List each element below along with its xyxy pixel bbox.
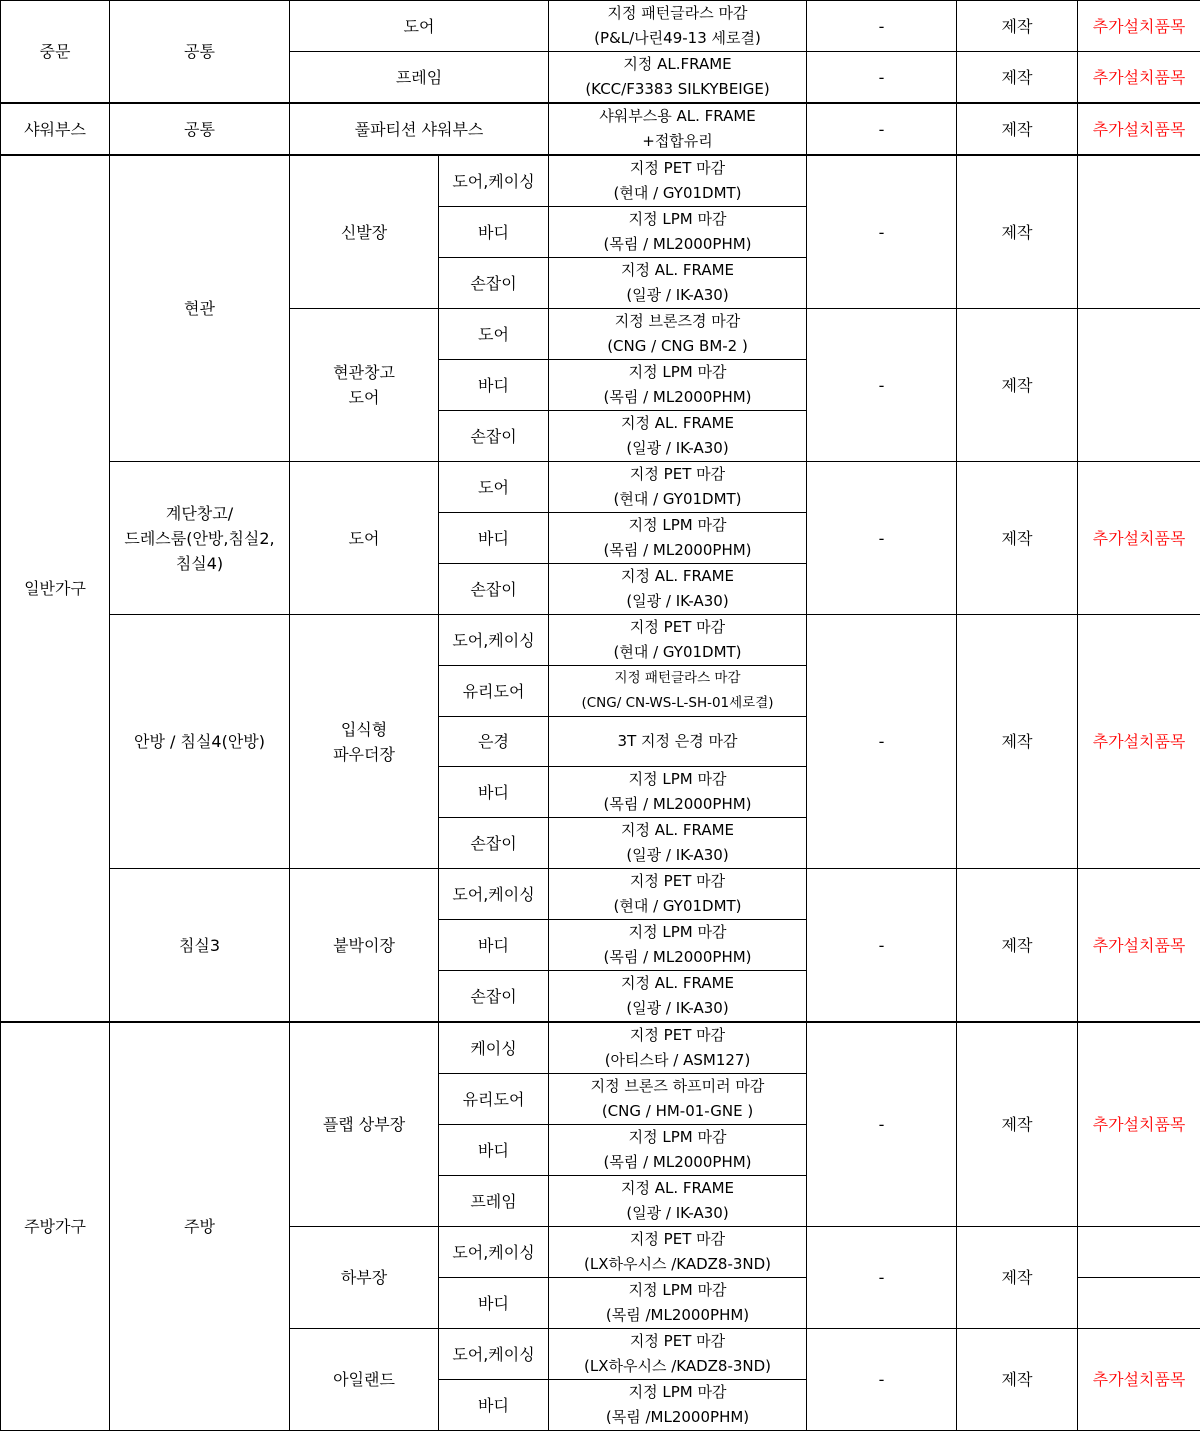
finish-cell: 지정 LPM 마감 (목림 / ML2000PHM) bbox=[549, 1125, 807, 1176]
part-cell: 바디 bbox=[439, 920, 549, 971]
type-cell: 제작 bbox=[957, 462, 1078, 615]
section-cell: 일반가구 bbox=[1, 155, 110, 1022]
part-cell: 바디 bbox=[439, 1125, 549, 1176]
finish-cell: 지정 PET 마감 (LX하우시스 /KADZ8-3ND) bbox=[549, 1227, 807, 1278]
item-cell: 신발장 bbox=[290, 155, 439, 309]
part-cell: 케이싱 bbox=[439, 1022, 549, 1074]
finish-cell: 지정 PET 마감 (현대 / GY01DMT) bbox=[549, 869, 807, 920]
part-cell: 바디 bbox=[439, 207, 549, 258]
part-cell: 도어,케이싱 bbox=[439, 869, 549, 920]
finish-cell: 지정 LPM 마감 (목림 / ML2000PHM) bbox=[549, 207, 807, 258]
spec-cell: - bbox=[807, 103, 957, 155]
spec-cell: - bbox=[807, 1329, 957, 1431]
note-cell: 추가설치품목 bbox=[1078, 103, 1200, 155]
note-cell: 추가설치품목 bbox=[1078, 869, 1200, 1023]
item-cell: 프레임 bbox=[290, 52, 549, 104]
type-cell: 제작 bbox=[957, 869, 1078, 1023]
section-cell: 주방가구 bbox=[1, 1022, 110, 1431]
finish-cell: 지정 LPM 마감 (목림 / ML2000PHM) bbox=[549, 513, 807, 564]
note-cell: 추가설치품목 bbox=[1078, 1329, 1200, 1431]
part-cell: 바디 bbox=[439, 1380, 549, 1431]
type-cell: 제작 bbox=[957, 1022, 1078, 1227]
space-cell: 현관 bbox=[110, 155, 290, 462]
part-cell: 바디 bbox=[439, 360, 549, 411]
finish-cell: 지정 AL. FRAME (일광 / IK-A30) bbox=[549, 564, 807, 615]
spec-cell: - bbox=[807, 1227, 957, 1329]
table-row bbox=[1, 155, 1200, 207]
finish-cell: 지정 AL. FRAME (일광 / IK-A30) bbox=[549, 971, 807, 1023]
finish-cell: 지정 LPM 마감 (목림 / ML2000PHM) bbox=[549, 767, 807, 818]
type-cell: 제작 bbox=[957, 309, 1078, 462]
spec-cell: - bbox=[807, 462, 957, 615]
part-cell: 바디 bbox=[439, 767, 549, 818]
note-cell bbox=[1078, 155, 1200, 309]
finish-cell: 지정 LPM 마감 (목림 / ML2000PHM) bbox=[549, 920, 807, 971]
finish-cell: 지정 AL.FRAME (KCC/F3383 SILKYBEIGE) bbox=[549, 52, 807, 104]
part-cell: 손잡이 bbox=[439, 411, 549, 462]
space-cell: 계단창고/ 드레스룸(안방,침실2, 침실4) bbox=[110, 462, 290, 615]
item-cell: 아일랜드 bbox=[290, 1329, 439, 1431]
table-row bbox=[1, 462, 1200, 513]
type-cell: 제작 bbox=[957, 1227, 1078, 1329]
part-cell: 유리도어 bbox=[439, 1074, 549, 1125]
type-cell: 제작 bbox=[957, 155, 1078, 309]
part-cell: 손잡이 bbox=[439, 818, 549, 869]
finish-cell: 지정 PET 마감 (LX하우시스 /KADZ8-3ND) bbox=[549, 1329, 807, 1380]
finish-cell: 샤워부스용 AL. FRAME +접합유리 bbox=[549, 103, 807, 155]
note-cell: 추가설치품목 bbox=[1078, 1022, 1200, 1227]
space-cell: 공통 bbox=[110, 1, 290, 104]
finish-cell: 지정 LPM 마감 (목림 /ML2000PHM) bbox=[549, 1380, 807, 1431]
finish-cell: 지정 브론즈 하프미러 마감 (CNG / HM-01-GNE ) bbox=[549, 1074, 807, 1125]
part-cell: 손잡이 bbox=[439, 258, 549, 309]
note-cell: 추가설치품목 bbox=[1078, 52, 1200, 104]
note-cell: 추가설치품목 bbox=[1078, 462, 1200, 615]
spec-cell: - bbox=[807, 615, 957, 869]
type-cell: 제작 bbox=[957, 52, 1078, 104]
note-cell bbox=[1078, 1227, 1200, 1278]
table-row bbox=[1, 869, 1200, 920]
part-cell: 도어,케이싱 bbox=[439, 155, 549, 207]
finish-cell: 지정 AL. FRAME (일광 / IK-A30) bbox=[549, 258, 807, 309]
space-cell: 주방 bbox=[110, 1022, 290, 1431]
space-cell: 공통 bbox=[110, 103, 290, 155]
finish-cell: 지정 패턴글라스 마감 (CNG/ CN-WS-L-SH-01세로결) bbox=[549, 666, 807, 717]
type-cell: 제작 bbox=[957, 1329, 1078, 1431]
spec-cell: - bbox=[807, 1, 957, 52]
space-cell: 침실3 bbox=[110, 869, 290, 1023]
section-cell: 중문 bbox=[1, 1, 110, 104]
finish-cell: 지정 PET 마감 (현대 / GY01DMT) bbox=[549, 462, 807, 513]
spec-cell: - bbox=[807, 155, 957, 309]
item-cell: 도어 bbox=[290, 462, 439, 615]
finish-cell: 지정 LPM 마감 (목림 / ML2000PHM) bbox=[549, 360, 807, 411]
part-cell: 바디 bbox=[439, 1278, 549, 1329]
type-cell: 제작 bbox=[957, 1, 1078, 52]
note-cell: 추가설치품목 bbox=[1078, 615, 1200, 869]
part-cell: 은경 bbox=[439, 717, 549, 767]
finish-cell: 지정 AL. FRAME (일광 / IK-A30) bbox=[549, 411, 807, 462]
table-row bbox=[1, 1, 1200, 52]
part-cell: 손잡이 bbox=[439, 971, 549, 1023]
part-cell: 도어 bbox=[439, 309, 549, 360]
finish-cell: 지정 PET 마감 (아티스타 / ASM127) bbox=[549, 1022, 807, 1074]
table-row bbox=[1, 1022, 1200, 1074]
table-row bbox=[1, 103, 1200, 155]
item-cell: 입식형 파우더장 bbox=[290, 615, 439, 869]
finish-cell: 지정 AL. FRAME (일광 / IK-A30) bbox=[549, 818, 807, 869]
spec-cell: - bbox=[807, 52, 957, 104]
part-cell: 유리도어 bbox=[439, 666, 549, 717]
finish-cell: 지정 AL. FRAME (일광 / IK-A30) bbox=[549, 1176, 807, 1227]
finish-cell: 지정 PET 마감 (현대 / GY01DMT) bbox=[549, 615, 807, 666]
finish-cell: 지정 LPM 마감 (목림 /ML2000PHM) bbox=[549, 1278, 807, 1329]
spec-cell: - bbox=[807, 1022, 957, 1227]
part-cell: 바디 bbox=[439, 513, 549, 564]
part-cell: 도어,케이싱 bbox=[439, 1227, 549, 1278]
part-cell: 도어 bbox=[439, 462, 549, 513]
note-cell bbox=[1078, 309, 1200, 462]
item-cell: 풀파티션 샤워부스 bbox=[290, 103, 549, 155]
finish-cell: 지정 패턴글라스 마감 (P&L/나린49-13 세로결) bbox=[549, 1, 807, 52]
item-cell: 현관창고 도어 bbox=[290, 309, 439, 462]
part-cell: 도어,케이싱 bbox=[439, 615, 549, 666]
section-cell: 샤워부스 bbox=[1, 103, 110, 155]
table-row bbox=[1, 615, 1200, 666]
item-cell: 도어 bbox=[290, 1, 549, 52]
spec-cell: - bbox=[807, 869, 957, 1023]
note-cell: 추가설치품목 bbox=[1078, 1, 1200, 52]
type-cell: 제작 bbox=[957, 103, 1078, 155]
part-cell: 프레임 bbox=[439, 1176, 549, 1227]
item-cell: 붙박이장 bbox=[290, 869, 439, 1023]
finish-cell: 지정 브론즈경 마감 (CNG / CNG BM-2 ) bbox=[549, 309, 807, 360]
part-cell: 손잡이 bbox=[439, 564, 549, 615]
item-cell: 플랩 상부장 bbox=[290, 1022, 439, 1227]
space-cell: 안방 / 침실4(안방) bbox=[110, 615, 290, 869]
spec-cell: - bbox=[807, 309, 957, 462]
note-cell bbox=[1078, 1278, 1200, 1329]
type-cell: 제작 bbox=[957, 615, 1078, 869]
finish-cell: 3T 지정 은경 마감 bbox=[549, 717, 807, 767]
part-cell: 도어,케이싱 bbox=[439, 1329, 549, 1380]
item-cell: 하부장 bbox=[290, 1227, 439, 1329]
finish-cell: 지정 PET 마감 (현대 / GY01DMT) bbox=[549, 155, 807, 207]
